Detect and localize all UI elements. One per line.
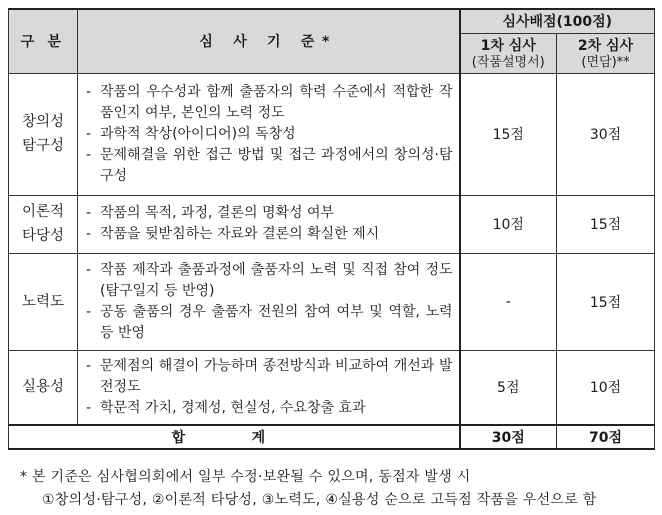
category-cell <box>9 253 78 350</box>
criteria-row <box>9 253 655 350</box>
criteria-item: - 학문적 가치, 경제성, 현실성, 수요창출 효과 <box>84 398 453 419</box>
category-line: 창의성 <box>21 114 65 130</box>
criteria-item: - 문제해결을 위한 접근 방법 및 접근 과정에서의 창의성·탐구성 <box>84 145 453 187</box>
criteria-item: - 작품 제작과 출품과정에 출품자의 노력 및 직접 참여 정도(탐구일지 등 반영) <box>84 260 453 302</box>
footnote-line: * 본 기준은 심사협의회에서 일부 수정·보완될 수 있으며, 동점자 발생 시 <box>20 469 471 485</box>
category-line: 이론적 <box>21 204 65 220</box>
score-round1: 5점 <box>460 350 557 425</box>
header-score-group: 심사배점(100점) <box>460 9 655 33</box>
score-round1: 10점 <box>460 195 557 253</box>
score-round2: 15점 <box>557 195 655 253</box>
footnote-line: ①창의성·탐구성, ②이론적 타당성, ③노력도, ④실용성 순으로 고득점 작품을 우선으로 함 <box>42 492 597 508</box>
category-line: 탐구성 <box>21 138 65 154</box>
round1-sub: (작품설명서) <box>471 55 545 70</box>
total-row <box>9 425 655 449</box>
total-score-round1: 30점 <box>460 425 557 449</box>
criteria-item: - 공동 출품의 경우 출품자 전원의 참여 여부 및 역할, 노력 등 반영 <box>84 302 453 344</box>
criteria-cell <box>78 350 460 425</box>
header-category: 구 분 <box>9 9 78 73</box>
criteria-item: - 작품의 목적, 과정, 결론의 명확성 여부 <box>84 203 453 224</box>
total-score-round2: 70점 <box>557 425 655 449</box>
header-row-1 <box>9 9 655 33</box>
score-round1: - <box>460 253 557 350</box>
header-round2 <box>557 33 655 73</box>
criteria-row <box>9 350 655 425</box>
criteria-cell <box>78 73 460 195</box>
score-round2: 30점 <box>557 73 655 195</box>
category-cell <box>9 73 78 195</box>
criteria-cell <box>78 195 460 253</box>
round2-title: 2차 심사 <box>577 38 634 54</box>
category-cell <box>9 350 78 425</box>
score-round2: 15점 <box>557 253 655 350</box>
header-criteria: 심 사 기 준* <box>78 9 460 73</box>
score-round2: 10점 <box>557 350 655 425</box>
criteria-item: - 문제점의 해결이 가능하며 종전방식과 비교하여 개선과 발전정도 <box>84 356 453 398</box>
round2-sub: (면담)** <box>581 55 630 70</box>
category-line: 실용성 <box>21 379 65 396</box>
criteria-table <box>8 8 655 450</box>
category-line: 타당성 <box>21 228 65 244</box>
total-label: 합 계 <box>9 425 460 449</box>
header-round1 <box>460 33 557 73</box>
category-line: 노력도 <box>21 293 65 310</box>
criteria-item: - 작품의 우수성과 함께 출품자의 학력 수준에서 적합한 작품인지 여부, 본인의 노력 정도 <box>84 82 453 124</box>
round1-title: 1차 심사 <box>480 38 536 54</box>
category-cell <box>9 195 78 253</box>
score-round1: 15점 <box>460 73 557 195</box>
criteria-item: - 과학적 착상(아이디어)의 독창성 <box>84 124 453 145</box>
criteria-row <box>9 195 655 253</box>
criteria-row <box>9 73 655 195</box>
criteria-cell <box>78 253 460 350</box>
footnote <box>20 466 654 512</box>
criteria-item: - 작품을 뒷받침하는 자료와 결론의 확실한 제시 <box>84 224 453 245</box>
